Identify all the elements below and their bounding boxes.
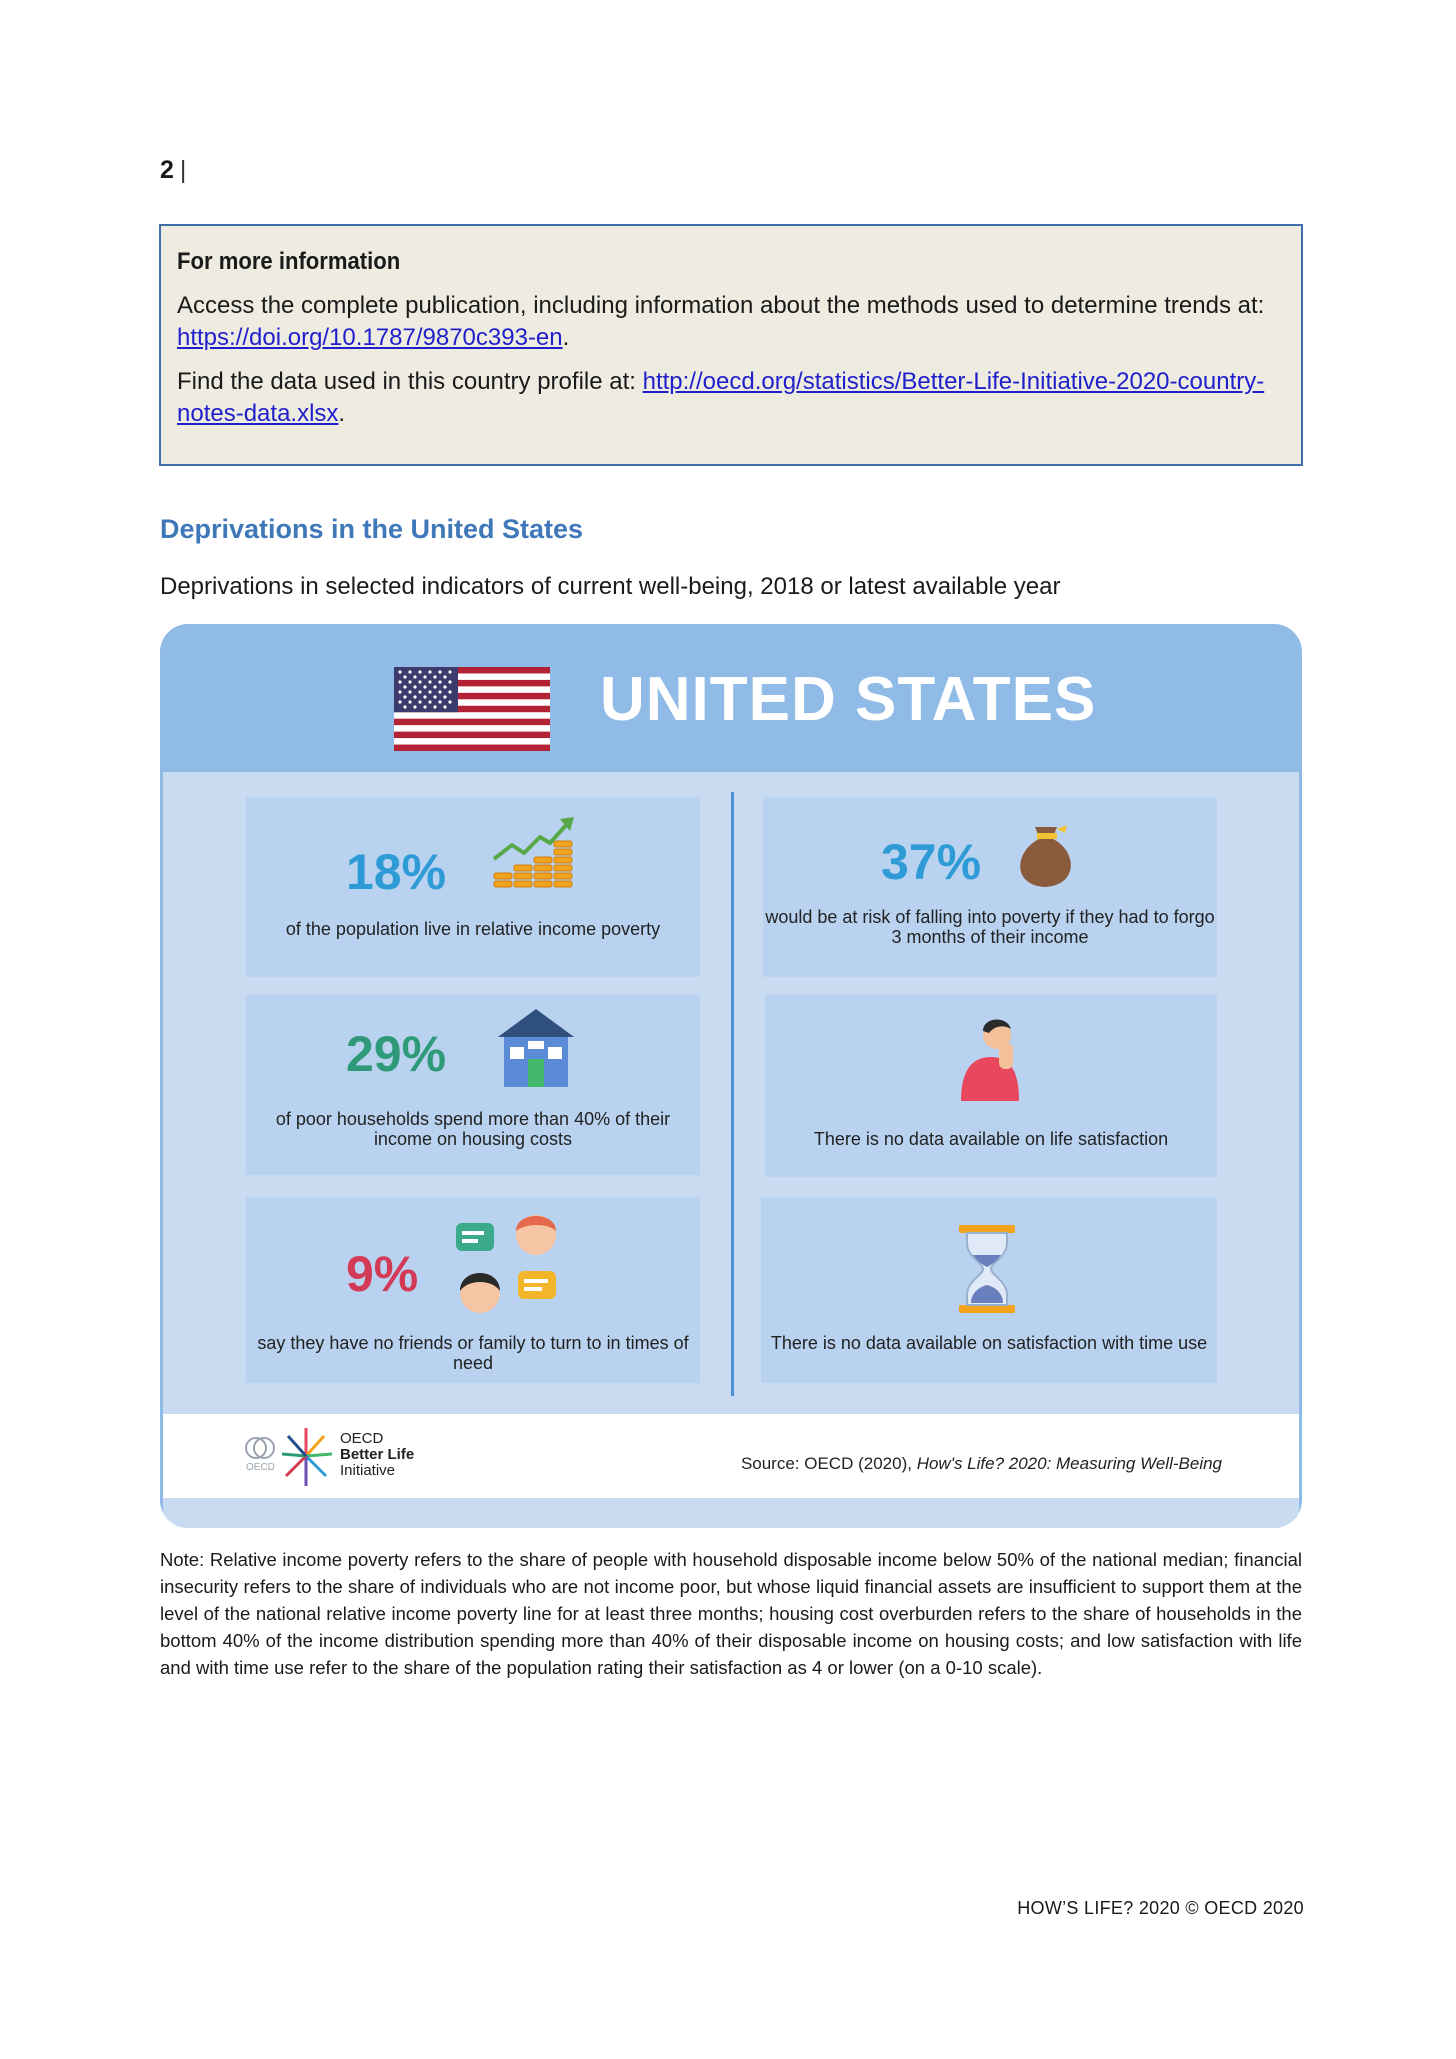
- more-info-box: [159, 224, 1303, 466]
- chat-people-icon: [452, 1211, 560, 1321]
- card-housing-cost: [246, 995, 700, 1175]
- card-social-support: [246, 1197, 700, 1383]
- country-title: UNITED STATES: [600, 665, 1097, 734]
- publication-period: .: [562, 324, 570, 351]
- card-value: 9%: [346, 1246, 419, 1302]
- better-life-logo-text: [340, 1431, 414, 1479]
- card-life-satisfaction: [765, 995, 1217, 1177]
- infographic-panel: [160, 624, 1302, 1528]
- card-value: 18%: [346, 844, 447, 900]
- card-description: There is no data available on life satisfaction: [813, 1129, 1169, 1149]
- section-title: Deprivations in the United States: [160, 514, 584, 544]
- data-text: Find the data used in this country profile at:: [177, 368, 643, 395]
- card-income-poverty: [246, 797, 700, 977]
- money-bag-icon: [1009, 811, 1083, 889]
- data-file-link[interactable]: http://oecd.org/statistics/Better-Life-Initiative-2020-country-notes-data.xlsx: [177, 368, 1265, 427]
- page-footer: HOW’S LIFE? 2020 © OECD 2020: [1017, 1898, 1304, 1918]
- more-info-data-paragraph: [177, 366, 1285, 430]
- coins-growth-icon: [490, 815, 576, 899]
- worried-person-icon: [955, 1013, 1027, 1101]
- card-description: There is no data available on satisfaction with time use: [770, 1333, 1208, 1353]
- data-period: .: [338, 400, 346, 427]
- card-value: 37%: [881, 834, 982, 890]
- oecd-mark-text: OECD: [246, 1462, 275, 1473]
- house-icon: [496, 1007, 576, 1091]
- card-time-use: [761, 1197, 1217, 1383]
- publication-doi-link[interactable]: https://doi.org/10.1787/9870c393-en: [177, 324, 563, 351]
- page-number: [160, 156, 186, 185]
- card-description: would be at risk of falling into poverty if they had to forgo 3 months of their income: [765, 907, 1215, 947]
- hourglass-icon: [957, 1225, 1017, 1313]
- more-info-publication-paragraph: [177, 290, 1285, 354]
- more-info-title: For more information: [177, 248, 401, 275]
- logo-line-2: Better Life: [340, 1446, 415, 1463]
- logo-line-1: OECD: [340, 1430, 384, 1447]
- us-flag-icon: [394, 667, 550, 751]
- card-description: of poor households spend more than 40% of their income on housing costs: [275, 1109, 671, 1149]
- source-title: How's Life? 2020: Measuring Well-Being: [916, 1454, 1222, 1473]
- source-prefix: Source: OECD (2020),: [740, 1454, 917, 1473]
- card-value: 29%: [346, 1026, 447, 1082]
- card-financial-insecurity: [763, 797, 1217, 977]
- section-subtitle: Deprivations in selected indicators of current well-being, 2018 or latest available year: [160, 573, 1061, 600]
- logo-line-3: Initiative: [340, 1462, 396, 1479]
- card-description: of the population live in relative income poverty: [285, 919, 661, 939]
- page-separator: |: [179, 156, 187, 184]
- column-divider: [731, 792, 734, 1396]
- page-number-value: 2: [160, 156, 174, 184]
- publication-text: Access the complete publication, including information about the methods used to determine trends at:: [177, 292, 1265, 319]
- card-description: say they have no friends or family to turn to in times of need: [257, 1333, 689, 1373]
- source-note: [741, 1454, 1222, 1474]
- note-text: Note: Relative income poverty refers to the share of people with household disposable income below 50% of the national median; financial insecurity refers to the share of individuals who are not income poor, but whose liquid financial assets are insufficient to support them at the level of the national relative income poverty line for at least three months; housing cost overburden refers to the share of households in the bottom 40% of the income distribution spending more than 40% of their disposable income on housing costs; and low satisfaction with life and with time use refer to the share of the population rating their satisfaction as 4 or lower (on a 0-10 scale).: [160, 1549, 1302, 1678]
